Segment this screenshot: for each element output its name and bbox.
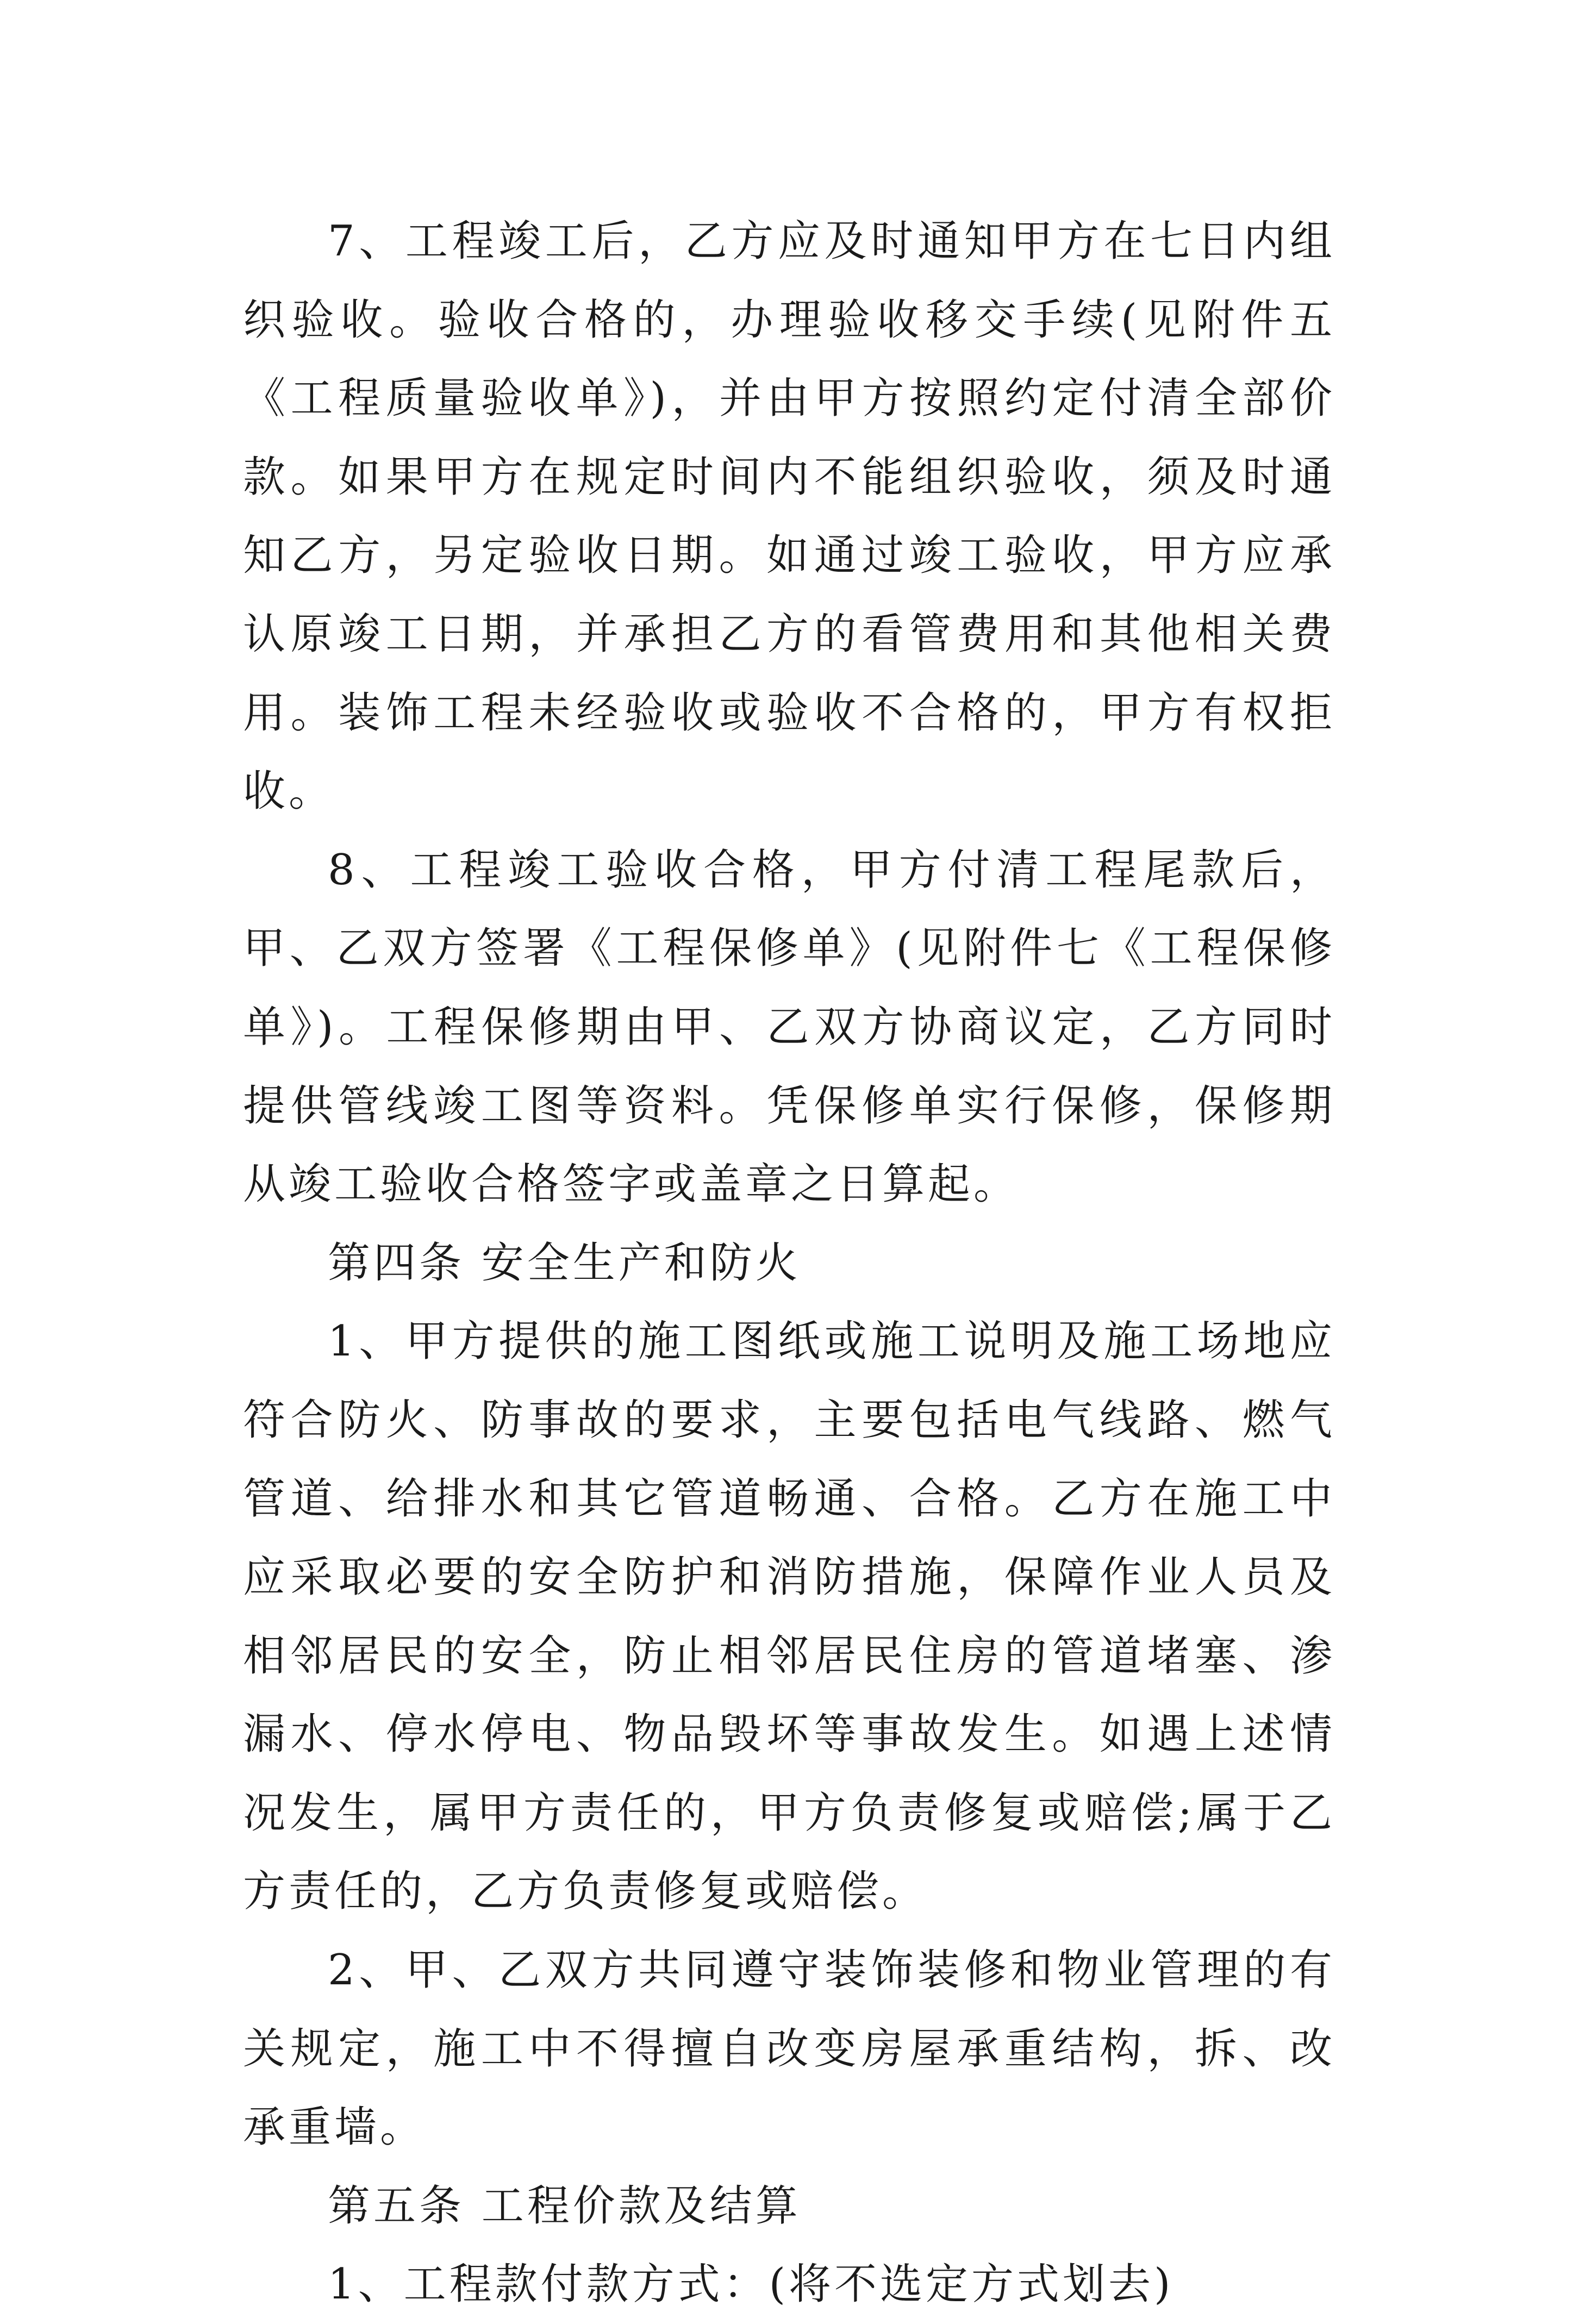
- paragraph-article-4-item-1: 1、甲方提供的施工图纸或施工说明及施工场地应符合防火、防事故的要求，主要包括电气线路、燃气管道、给排水和其它管道畅通、合格。乙方在施工中应采取必要的安全防护和消防措施，保障作业人员及相邻居民的安全，防止相邻居民住房的管道堵塞、渗漏水、停水停电、物品毁坏等事故发生。如遇上述情况发生，属甲方责任的，甲方负责修复或赔偿;属于乙方责任的，乙方负责修复或赔偿。: [243, 1317, 1335, 1916]
- section-heading-article-5: 第五条 工程价款及结算: [328, 2181, 801, 2231]
- paragraph-clause-8: 8、工程竣工验收合格，甲方付清工程尾款后，甲、乙双方签署《工程保修单》(见附件七《工程保修单》)。工程保修期由甲、乙双方协商议定，乙方同时提供管线竣工图等资料。凭保修单实行保修，保修期从竣工验收合格签字或盖章之日算起。: [243, 845, 1335, 1209]
- document-body: [243, 202, 1335, 2324]
- paragraph-clause-7: 7、工程竣工后，乙方应及时通知甲方在七日内组织验收。验收合格的，办理验收移交手续(见附件五《工程质量验收单》)，并由甲方按照约定付清全部价款。如果甲方在规定时间内不能组织验收，须及时通知乙方，另定验收日期。如通过竣工验收，甲方应承认原竣工日期，并承担乙方的看管费用和其他相关费用。装饰工程未经验收或验收不合格的，甲方有权拒收。: [243, 217, 1335, 816]
- section-heading-article-4: 第四条 安全生产和防火: [328, 1238, 801, 1288]
- paragraph-article-5-item-1: 1、工程款付款方式：(将不选定方式划去): [328, 2260, 1174, 2309]
- paragraph-article-4-item-2: 2、甲、乙双方共同遵守装饰装修和物业管理的有关规定，施工中不得擅自改变房屋承重结构，拆、改承重墙。: [243, 1946, 1335, 2152]
